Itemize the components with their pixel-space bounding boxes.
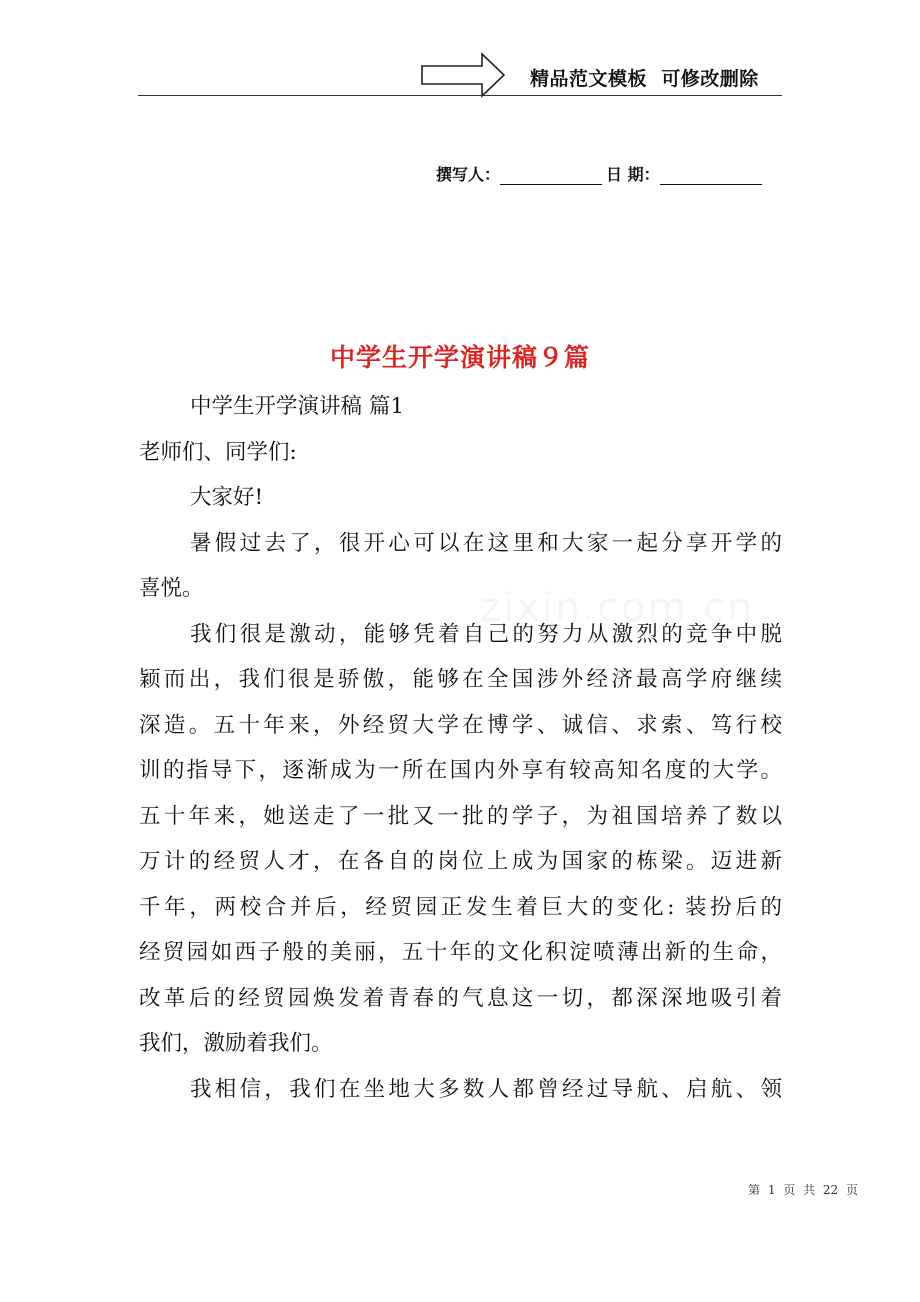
paragraph-line: 我相信，我们在坐地大多数人都曾经过导航、启航、领 [190,1076,782,1102]
author-blank-field [500,166,602,185]
page-number: 第 1 页 共 22 页 [748,1183,858,1197]
document-title: 中学生开学演讲稿９篇 [329,343,590,372]
paragraph-line: 颖而出，我们很是骄傲，能够在全国涉外经济最高学府继续 [139,667,782,692]
paragraph-line: 改革后的经贸园焕发着青春的气息这一切，都深深地吸引着 [139,985,782,1011]
author-label: 撰写人： [436,165,501,184]
paragraph-line: 深造。五十年来，外经贸大学在博学、诚信、求索、笃行校 [139,712,782,738]
paragraph-line: 我们，激励着我们。 [139,1031,333,1056]
header-template-label: 精品范文模板 可修改删除 [530,68,759,90]
paragraph-line: 万计的经贸人才，在各自的岗位上成为国家的栋梁。迈进新 [139,849,782,874]
paragraph-line: 喜悦。 [139,576,204,601]
paragraph-line: 经贸园如西子般的美丽，五十年的文化积淀喷薄出新的生命， [139,940,782,965]
document-body [139,384,782,1112]
greeting: 大家好! [190,485,264,510]
paragraph-line: 五十年来，她送走了一批又一批的学子，为祖国培养了数以 [139,803,782,829]
paragraph-line: 千年，两校合并后，经贸园正发生着巨大的变化: 装扮后的 [139,894,782,920]
author-date-line [436,162,762,185]
header-divider [138,95,782,96]
arrow-right-outline-icon [420,52,506,98]
paragraph-line: 暑假过去了，很开心可以在这里和大家一起分享开学的 [190,530,782,556]
paragraph-line: 我们很是激动，能够凭着自己的努力从激烈的竞争中脱 [190,621,782,647]
date-label: 日 期： [606,165,660,184]
salutation: 老师们、同学们: [139,439,297,465]
paragraph-line: 训的指导下，逐渐成为一所在国内外享有较高知名度的大学。 [139,758,782,783]
section-subtitle: 中学生开学演讲稿 篇1 [190,394,405,419]
date-blank-field [660,166,762,185]
